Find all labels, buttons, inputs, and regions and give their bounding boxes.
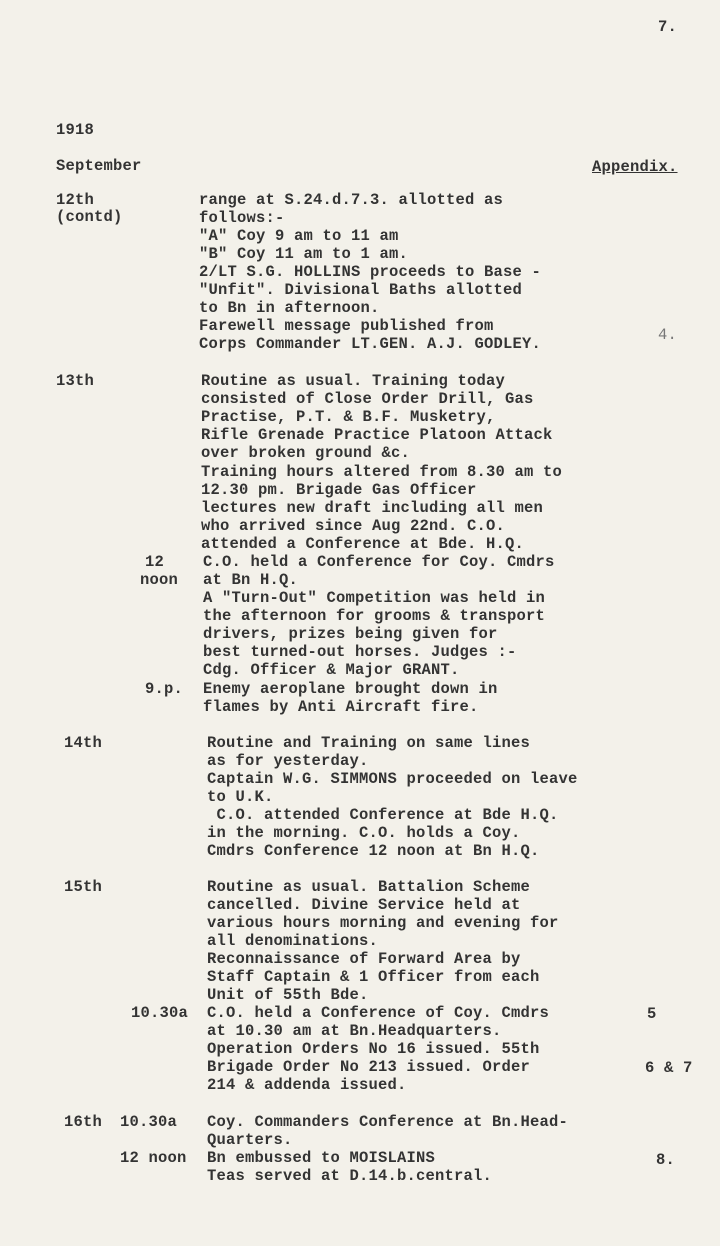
entry-15th-line: C.O. held a Conference of Coy. Cmdrs	[207, 1004, 550, 1022]
entry-15th-line: cancelled. Divine Service held at	[207, 896, 521, 914]
entry-13th-line: lectures new draft including all men	[201, 499, 544, 517]
date-12th: 12th	[56, 191, 95, 209]
time-12: 12	[145, 553, 165, 571]
entry-12th-line: Corps Commander LT.GEN. A.J. GODLEY.	[199, 335, 542, 353]
entry-15th-line: Brigade Order No 213 issued. Order	[207, 1058, 531, 1076]
entry-13th-line: over broken ground &c.	[201, 444, 411, 462]
entry-12th-line: 2/LT S.G. HOLLINS proceeds to Base -	[199, 263, 542, 281]
date-12th-contd: (contd)	[56, 208, 123, 226]
entry-12th-line: Farewell message published from	[199, 317, 494, 335]
entry-14th-line: Captain W.G. SIMMONS proceeded on leave	[207, 770, 578, 788]
entry-13th-line: Training hours altered from 8.30 am to	[201, 463, 563, 481]
entry-12th-line: "Unfit". Divisional Baths allotted	[199, 281, 523, 299]
entry-12th-line: to Bn in afternoon.	[199, 299, 380, 317]
entry-12th-line: range at S.24.d.7.3. allotted as	[199, 191, 504, 209]
date-13th: 13th	[56, 372, 95, 390]
appendix-ref-6-7: 6 & 7	[645, 1059, 693, 1077]
entry-15th-line: Operation Orders No 16 issued. 55th	[207, 1040, 540, 1058]
entry-13th-line: Cdg. Officer & Major GRANT.	[203, 661, 460, 679]
entry-12th-line: follows:-	[199, 209, 285, 227]
page-number: 7.	[658, 18, 678, 36]
entry-15th-line: 214 & addenda issued.	[207, 1076, 407, 1094]
time-noon: noon	[140, 571, 179, 589]
entry-15th-line: Staff Captain & 1 Officer from each	[207, 968, 540, 986]
entry-13th-line: Routine as usual. Training today	[201, 372, 506, 390]
entry-13th-line: who arrived since Aug 22nd. C.O.	[201, 517, 506, 535]
entry-15th-line: at 10.30 am at Bn.Headquarters.	[207, 1022, 502, 1040]
entry-13th-line: C.O. held a Conference for Coy. Cmdrs	[203, 553, 555, 571]
entry-13th-line: A "Turn-Out" Competition was held in	[203, 589, 546, 607]
date-16th: 16th	[64, 1113, 103, 1131]
entry-13th-line: at Bn H.Q.	[203, 571, 299, 589]
entry-15th-line: various hours morning and evening for	[207, 914, 559, 932]
entry-14th-line: Cmdrs Conference 12 noon at Bn H.Q.	[207, 842, 540, 860]
entry-16th-line: Coy. Commanders Conference at Bn.Head-	[207, 1113, 569, 1131]
entry-13th-line: best turned-out horses. Judges :-	[203, 643, 517, 661]
entry-16th-line: Quarters.	[207, 1131, 293, 1149]
appendix-ref-8: 8.	[656, 1151, 676, 1169]
appendix-ref-4: 4.	[658, 326, 678, 344]
entry-13th-line: 12.30 pm. Brigade Gas Officer	[201, 481, 477, 499]
entry-12th-line: "A" Coy 9 am to 11 am	[199, 227, 399, 245]
entry-14th-line: to U.K.	[207, 788, 274, 806]
time-1030a: 10.30a	[120, 1113, 178, 1131]
month-heading: September	[56, 157, 142, 175]
appendix-heading: Appendix.	[592, 158, 678, 176]
entry-13th-line: drivers, prizes being given for	[203, 625, 498, 643]
entry-13th-line: Practise, P.T. & B.F. Musketry,	[201, 408, 496, 426]
date-14th: 14th	[64, 734, 103, 752]
entry-13th-line: the afternoon for grooms & transport	[203, 607, 546, 625]
time-12-noon: 12 noon	[120, 1149, 187, 1167]
time-1030a: 10.30a	[131, 1004, 189, 1022]
appendix-ref-5: 5	[647, 1005, 657, 1023]
entry-15th-line: Unit of 55th Bde.	[207, 986, 369, 1004]
entry-16th-line: Bn embussed to MOISLAINS	[207, 1149, 436, 1167]
entry-14th-line: C.O. attended Conference at Bde H.Q.	[207, 806, 559, 824]
entry-14th-line: in the morning. C.O. holds a Coy.	[207, 824, 521, 842]
year-heading: 1918	[56, 121, 95, 139]
entry-13th-line: flames by Anti Aircraft fire.	[203, 698, 479, 716]
entry-14th-line: Routine and Training on same lines	[207, 734, 531, 752]
entry-13th-line: consisted of Close Order Drill, Gas	[201, 390, 534, 408]
entry-13th-line: Rifle Grenade Practice Platoon Attack	[201, 426, 553, 444]
entry-15th-line: Reconnaissance of Forward Area by	[207, 950, 521, 968]
entry-14th-line: as for yesterday.	[207, 752, 369, 770]
time-9pm: 9.p.	[145, 680, 184, 698]
entry-16th-line: Teas served at D.14.b.central.	[207, 1167, 493, 1185]
entry-13th-line: attended a Conference at Bde. H.Q.	[201, 535, 525, 553]
entry-12th-line: "B" Coy 11 am to 1 am.	[199, 245, 409, 263]
entry-15th-line: Routine as usual. Battalion Scheme	[207, 878, 531, 896]
entry-15th-line: all denominations.	[207, 932, 379, 950]
date-15th: 15th	[64, 878, 103, 896]
entry-13th-line: Enemy aeroplane brought down in	[203, 680, 498, 698]
